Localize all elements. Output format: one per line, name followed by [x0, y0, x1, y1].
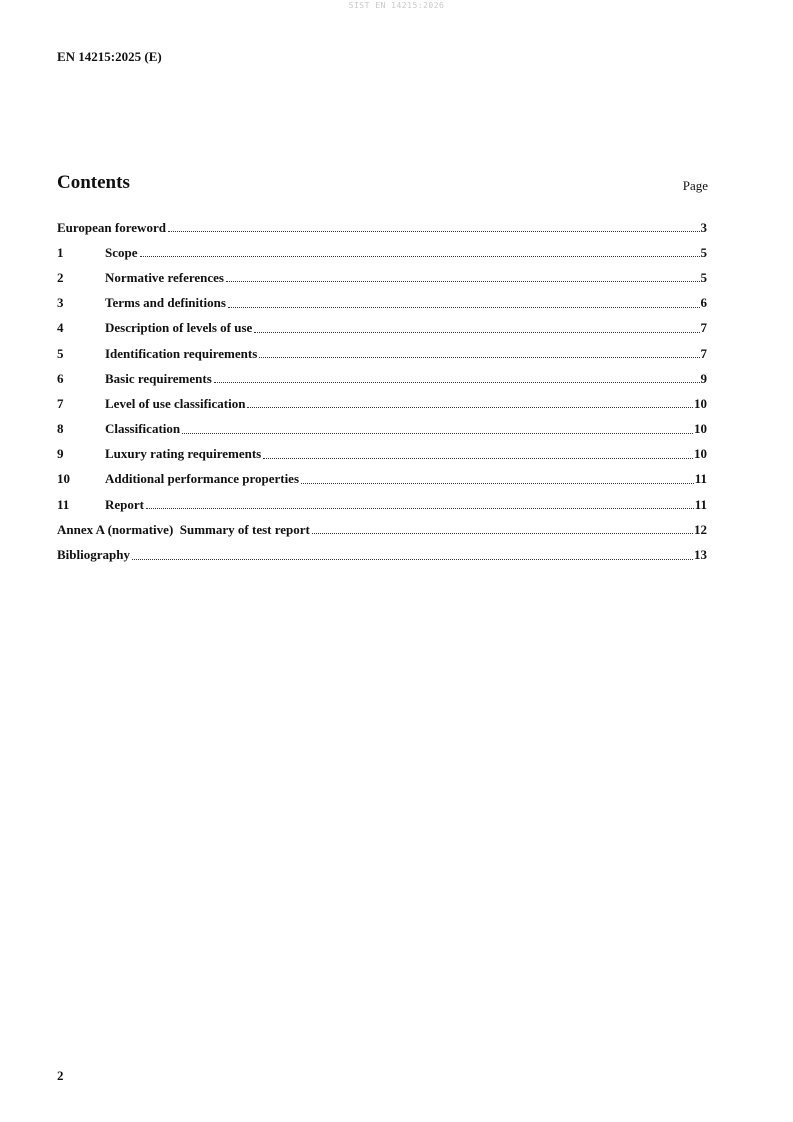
toc-leader-dots [254, 323, 699, 334]
toc-entry-scope[interactable] [57, 240, 707, 265]
toc-entry-page: 7 [700, 320, 707, 336]
toc-entry-description-of-levels-of-use[interactable] [57, 316, 707, 341]
toc-entry-number: 6 [57, 370, 64, 386]
watermark-text: SIST EN 14215:2026 [348, 1, 445, 10]
toc-entry-page: 11 [694, 471, 707, 487]
toc-entry-title: Luxury rating requirements [105, 446, 262, 462]
toc-entry-basic-requirements[interactable] [57, 366, 707, 391]
table-of-contents [57, 215, 707, 568]
toc-entry-number: 9 [57, 446, 64, 462]
toc-leader-dots [301, 474, 694, 485]
toc-entry-terms-and-definitions[interactable] [57, 291, 707, 316]
toc-entry-number: 5 [57, 345, 64, 361]
toc-leader-dots [182, 424, 693, 435]
toc-leader-dots [263, 449, 693, 460]
toc-entry-title: Bibliography [57, 547, 130, 563]
toc-entry-title: Report [105, 496, 144, 512]
toc-entry-page: 10 [694, 446, 707, 462]
toc-entry-number: 8 [57, 421, 64, 437]
toc-entry-number: 10 [57, 471, 70, 487]
toc-entry-page: 3 [700, 219, 707, 235]
toc-entry-level-of-use-classification[interactable] [57, 391, 707, 416]
toc-leader-dots [259, 348, 699, 359]
toc-entry-page: 10 [694, 395, 707, 411]
toc-entry-title: Additional performance properties [105, 471, 300, 487]
toc-entry-title: Level of use classification [105, 395, 246, 411]
toc-leader-dots [312, 524, 693, 535]
toc-entry-normative-references[interactable] [57, 265, 707, 290]
toc-entry-page: 13 [694, 547, 707, 563]
toc-entry-number: 3 [57, 295, 64, 311]
toc-entry-luxury-rating-requirements[interactable] [57, 442, 707, 467]
toc-entry-european-foreword[interactable] [57, 215, 707, 240]
toc-leader-dots [247, 398, 693, 409]
toc-entry-page: 7 [700, 345, 707, 361]
toc-leader-dots [214, 373, 700, 384]
toc-entry-title: Scope [105, 244, 138, 260]
toc-entry-title: Normative references [105, 269, 224, 285]
toc-entry-annex-a[interactable] [57, 517, 707, 542]
toc-entry-bibliography[interactable] [57, 542, 707, 567]
toc-entry-title: Description of levels of use [105, 320, 253, 336]
toc-entry-title: Classification [105, 421, 181, 437]
toc-entry-page: 5 [700, 269, 707, 285]
toc-entry-page: 11 [694, 496, 707, 512]
toc-entry-title: Basic requirements [105, 370, 212, 386]
toc-leader-dots [168, 222, 700, 233]
toc-entry-page: 5 [700, 244, 707, 260]
toc-entry-page: 10 [694, 421, 707, 437]
toc-entry-classification[interactable] [57, 417, 707, 442]
toc-entry-number: 2 [57, 269, 64, 285]
toc-entry-title: European foreword [57, 219, 166, 235]
toc-entry-identification-requirements[interactable] [57, 341, 707, 366]
page-column-label: Page [682, 178, 708, 193]
toc-entry-report[interactable] [57, 492, 707, 517]
toc-leader-dots [140, 247, 700, 258]
toc-leader-dots [132, 550, 693, 561]
toc-entry-page: 9 [700, 370, 707, 386]
toc-entry-title: Identification requirements [105, 345, 258, 361]
toc-leader-dots [226, 272, 700, 283]
toc-entry-title: Annex A (normative) Summary of test report [57, 521, 310, 537]
toc-entry-number: 1 [57, 244, 64, 260]
toc-leader-dots [228, 298, 700, 309]
page-number: 2 [57, 1068, 64, 1083]
toc-entry-additional-performance-properties[interactable] [57, 467, 707, 492]
toc-entry-title: Terms and definitions [105, 295, 226, 311]
contents-heading: Contents [57, 172, 130, 193]
document-identifier: EN 14215:2025 (E) [57, 49, 162, 64]
toc-entry-number: 4 [57, 320, 64, 336]
toc-entry-page: 12 [694, 521, 707, 537]
toc-entry-number: 11 [57, 496, 70, 512]
toc-entry-page: 6 [700, 295, 707, 311]
toc-entry-number: 7 [57, 395, 64, 411]
toc-leader-dots [146, 499, 694, 510]
